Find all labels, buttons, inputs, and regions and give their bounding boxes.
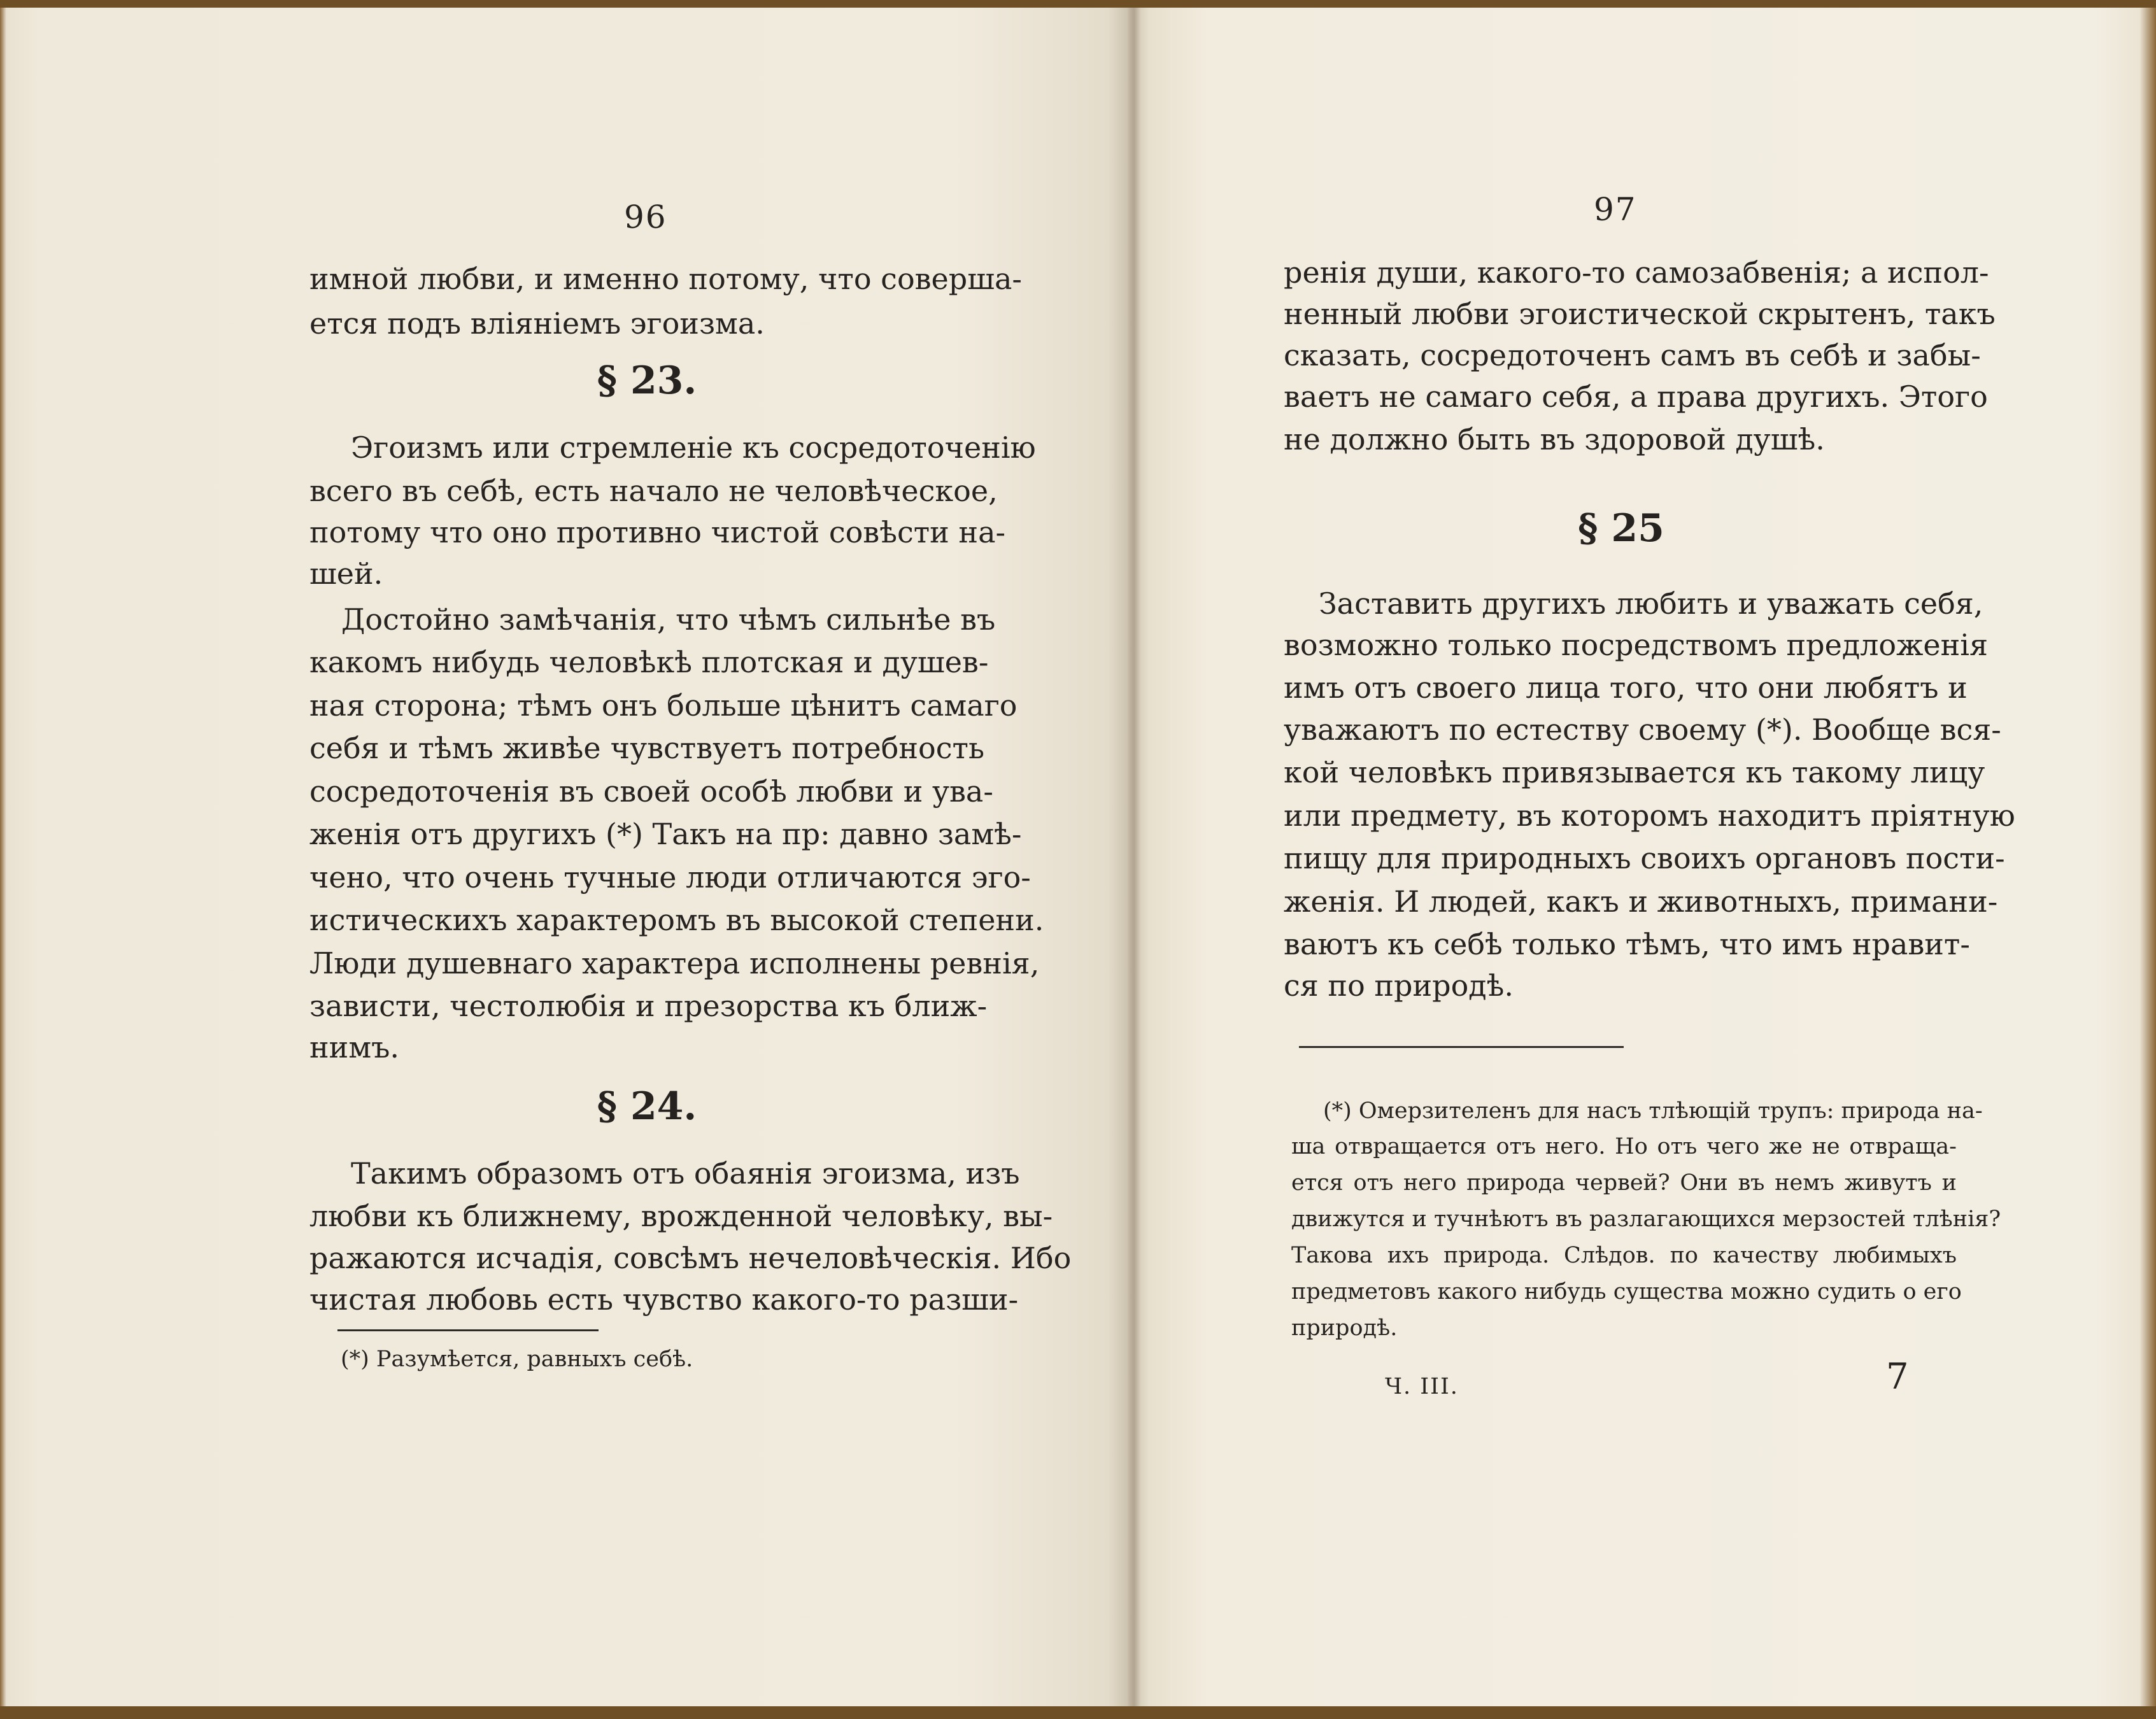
text-line: женiя. И людей, какъ и животныхъ, примани- <box>1284 884 1998 919</box>
signature-mark: Ч. III. <box>1385 1374 1459 1399</box>
text-line: ренiя души, какого-то самозабвенiя; а испол- <box>1284 255 1989 290</box>
text-line: ся по природѣ. <box>1284 968 1514 1003</box>
section-heading-25: § 25 <box>1578 506 1664 551</box>
text-line: истическихъ характеромъ въ высокой степени. <box>309 903 1044 937</box>
text-line: Заставить другихъ любить и уважать себя, <box>1319 586 1983 621</box>
text-line: Такимъ образомъ отъ обаянiя эгоизма, изъ <box>351 1156 1020 1191</box>
text-line: ненный любви эгоистической скрытенъ, такъ <box>1284 297 1996 331</box>
text-line: какомъ нибудь человѣкѣ плотская и душев- <box>309 645 989 679</box>
text-line: ваютъ къ себѣ только тѣмъ, что имъ нравит- <box>1284 927 1970 961</box>
book-gutter <box>1127 0 1141 1719</box>
text-line: не должно быть въ здоровой душѣ. <box>1284 422 1825 456</box>
text-line: чено, что очень тучные люди отличаются эго- <box>309 860 1031 895</box>
text-line: ражаются исчадiя, совсѣмъ нечеловѣческiя. Ибо <box>309 1241 1072 1275</box>
signature-number: 7 <box>1886 1356 1909 1397</box>
footnote-rule-right <box>1299 1046 1624 1048</box>
scan-border-bottom <box>0 1706 2156 1719</box>
footnote-left: (*) Разумѣется, равныхъ себѣ. <box>341 1347 693 1372</box>
footnote-line: движутся и тучнѣютъ въ разлагающихся мерзостей тлѣнiя? <box>1291 1206 2001 1232</box>
text-line: возможно только посредствомъ предложенiя <box>1284 628 1988 662</box>
text-line: всего въ себѣ, есть начало не человѣческое, <box>309 474 998 508</box>
footnote-line: (*) Омерзителенъ для насъ тлѣющiй трупъ: природа на- <box>1323 1098 1983 1124</box>
footnote-rule-left <box>337 1329 599 1331</box>
text-line: сосредоточенiя въ своей особѣ любви и ува- <box>309 774 993 809</box>
text-line: сказать, сосредоточенъ самъ въ себѣ и забы- <box>1284 338 1981 372</box>
page-number-left: 96 <box>624 199 667 236</box>
text-line: ется подъ влiянiемъ эгоизма. <box>309 306 765 341</box>
footnote-line: Такова ихъ природа. Слѣдов. по качеству любимыхъ <box>1291 1243 1957 1268</box>
text-line: пищу для природныхъ своихъ органовъ пости- <box>1284 841 2005 875</box>
text-line: женiя отъ другихъ (*) Такъ на пр: давно замѣ- <box>309 817 1022 851</box>
text-line: Эгоизмъ или стремленiе къ сосредоточенiю <box>351 430 1036 465</box>
text-line: кой человѣкъ привязывается къ такому лицу <box>1284 755 1985 789</box>
text-line: потому что оно противно чистой совѣсти на- <box>309 515 1006 549</box>
text-line: нимъ. <box>309 1030 399 1065</box>
text-line: любви къ ближнему, врожденной человѣку, вы- <box>309 1199 1053 1233</box>
scan-border-top <box>0 0 2156 8</box>
text-line: уважаютъ по естеству своему (*). Вообще вся- <box>1284 712 2001 747</box>
footnote-line: ется отъ него природа червей? Они въ немъ живутъ и <box>1291 1170 1957 1196</box>
footnote-line: ша отвращается отъ него. Но отъ чего же не отвраща- <box>1291 1134 1957 1159</box>
text-line: чистая любовь есть чувство какого-то разши- <box>309 1282 1019 1317</box>
text-line: себя и тѣмъ живѣе чувствуетъ потребность <box>309 731 984 765</box>
text-line: Люди душевнаго характера исполнены ревнiя, <box>309 946 1040 980</box>
footnote-line: предметовъ какого нибудь существа можно судить о его <box>1291 1279 1962 1305</box>
text-line: зависти, честолюбiя и презорства къ ближ- <box>309 989 988 1023</box>
text-line: имъ отъ своего лица того, что они любятъ и <box>1284 670 1968 705</box>
footnote-line: природѣ. <box>1291 1315 1398 1341</box>
section-heading-23: § 23. <box>597 358 697 403</box>
section-heading-24: § 24. <box>597 1084 697 1129</box>
text-line: ная сторона; тѣмъ онъ больше цѣнитъ самаго <box>309 688 1018 723</box>
text-line: или предмету, въ которомъ находитъ прiятную <box>1284 798 2015 833</box>
page-number-right: 97 <box>1594 191 1637 228</box>
text-line: ваетъ не самаго себя, а права другихъ. Этого <box>1284 379 1988 414</box>
text-line: шей. <box>309 556 383 591</box>
text-line: Достойно замѣчанiя, что чѣмъ сильнѣе въ <box>341 602 996 637</box>
text-line: имной любви, и именно потому, что соверша- <box>309 262 1022 296</box>
